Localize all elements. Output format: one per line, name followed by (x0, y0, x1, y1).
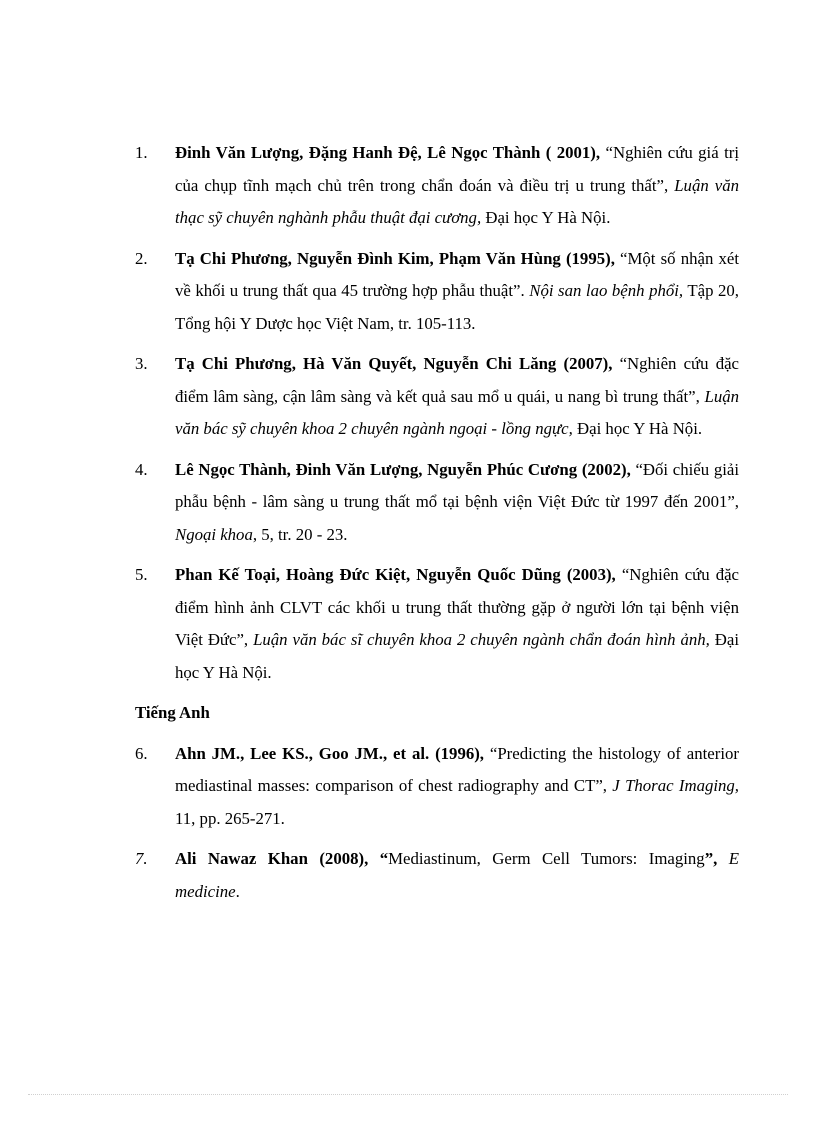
reference-number: 1. (135, 143, 148, 162)
reference-title: “Predicting the histology of anterior mediastinal masses: comparison of chest radiography and CT”, (175, 743, 739, 795)
reference-authors: Ali Nawaz Khan (2008), “ (175, 849, 389, 868)
reference-source: Nội san lao bệnh phổi, (529, 281, 684, 300)
reference-authors: Đinh Văn Lượng, Đặng Hanh Đệ, Lê Ngọc Thành (175, 143, 541, 162)
reference-authors: Ahn JM., Lee KS., Goo JM., et al. (1996), (175, 743, 485, 763)
reference-number: 5. (135, 565, 148, 584)
reference-details: Đại học Y Hà Nội. (481, 208, 611, 227)
reference-number: 4. (135, 459, 148, 479)
reference-details: Đại học Y Hà Nội. (175, 630, 739, 682)
reference-number: 3. (135, 354, 148, 373)
reference-text (175, 243, 739, 341)
reference-item (135, 348, 739, 446)
reference-authors: Phan Kế Toại, Hoàng Đức Kiệt, Nguyễn Quốc Dũng (175, 565, 561, 584)
reference-item (135, 243, 739, 341)
reference-details: Đại học Y Hà Nội. (572, 419, 703, 438)
reference-source: Luận văn thạc sỹ chuyên nghành phẫu thuật đại cương, (175, 175, 739, 227)
reference-text (175, 843, 739, 908)
reference-source: Luận văn bác sỹ chuyên khoa 2 chuyên ngành ngoại - lồng ngực, (175, 386, 739, 438)
reference-title: “Đối chiếu giải phẫu bệnh - lâm sàng u trung thất mổ tại bệnh viện Việt Đức từ 1997 đến 2001”, (175, 459, 739, 511)
reference-source: Luận văn bác sĩ chuyên khoa 2 chuyên ngành chẩn đoán hình ảnh, (253, 630, 710, 649)
reference-authors: Lê Ngọc Thành, Đinh Văn Lượng, Nguyễn Phúc Cương (175, 459, 578, 479)
reference-list (135, 137, 739, 916)
reference-title: Mediastinum, Germ Cell Tumors: Imaging (388, 849, 705, 868)
reference-year: (2002), (577, 459, 631, 479)
reference-title: “Một số nhận xét về khối u trung thất qua 45 trường hợp phẫu thuật”. (175, 248, 739, 300)
reference-title: “Nghiên cứu đặc điểm lâm sàng, cận lâm sàng và kết quả sau mổ u quái, u nang bì trung thất”, (175, 354, 739, 406)
reference-text (175, 137, 739, 235)
reference-item (135, 137, 739, 235)
reference-item (135, 454, 739, 552)
reference-year: (2003), (560, 565, 616, 584)
reference-year: (1995), (560, 248, 615, 268)
reference-number: 7. (135, 849, 148, 868)
reference-details: 11, pp. 265-271. (175, 808, 285, 828)
reference-item (135, 559, 739, 689)
reference-title: “Nghiên cứu giá trị của chụp tĩnh mạch chủ trên trong chẩn đoán và điều trị u trung thất”, (175, 143, 739, 195)
reference-details: , 5, tr. 20 - 23. (252, 524, 348, 544)
reference-title-close: ”, (704, 849, 718, 868)
section-heading: Tiếng Anh (135, 703, 210, 722)
reference-source: J Thorac Imaging, (612, 776, 740, 795)
reference-year: ( 2001), (540, 143, 601, 162)
reference-text (175, 454, 739, 552)
reference-title: “Nghiên cứu đặc điểm hình ảnh CLVT các khối u trung thất thường gặp ở người lớn tại bệnh viện Việt Đức”, (175, 565, 739, 649)
reference-text (175, 738, 739, 836)
reference-authors: Tạ Chi Phương, Nguyễn Đình Kim, Phạm Văn Hùng (175, 248, 561, 268)
reference-text (175, 559, 739, 689)
reference-text (175, 348, 739, 446)
reference-number: 2. (135, 248, 148, 268)
page-divider (28, 1094, 788, 1095)
reference-item (135, 738, 739, 836)
reference-authors: Tạ Chi Phương, Hà Văn Quyết, Nguyễn Chi Lăng (175, 354, 557, 373)
reference-year: (2007), (556, 354, 613, 373)
reference-details: . (235, 881, 240, 901)
reference-item (135, 843, 739, 908)
reference-details: Tập 20, Tổng hội Y Dược học Việt Nam, tr. 105-113. (175, 281, 739, 333)
reference-source: Ngoại khoa (175, 524, 253, 544)
reference-number: 6. (135, 743, 148, 763)
reference-source: E medicine (175, 849, 740, 901)
